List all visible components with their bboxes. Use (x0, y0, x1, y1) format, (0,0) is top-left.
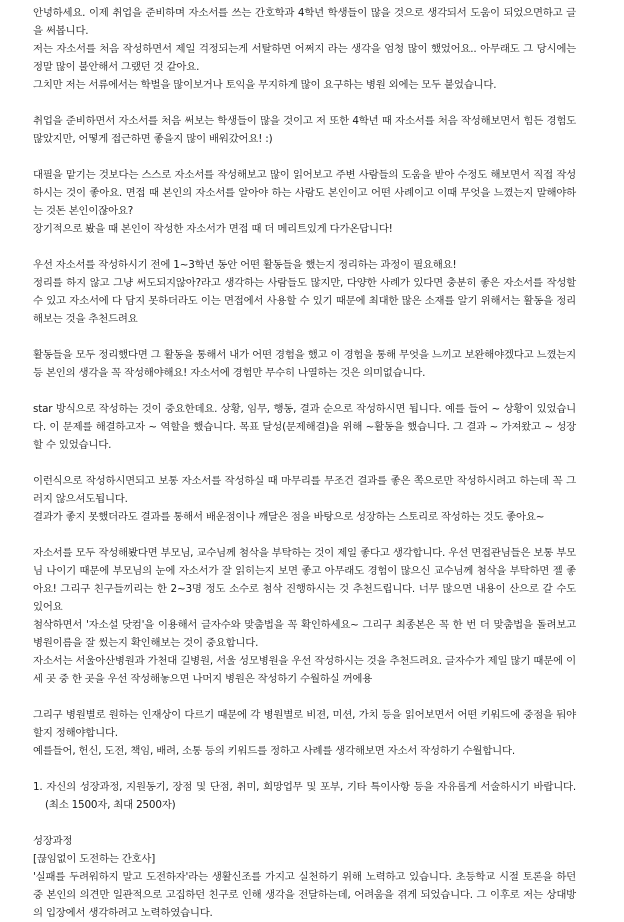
body-paragraph: 첨삭하면서 '자소설 닷컴'을 이용해서 글자수와 맞춤법을 꼭 확인하세요~ 그리구 최종본은 꼭 한 번 더 맞춤법을 돌려보고 병원이름을 잘 썼는지 확인해보는 것이 중요합니다. (33, 619, 576, 649)
body-paragraph: 예를들어, 헌신, 도전, 책임, 배려, 소통 등의 키워드를 정하고 사례를 생각해보면 자소서 작성하기 수월합니다. (33, 745, 515, 757)
body-paragraph: 정리를 하지 않고 그냥 써도되지않아?라고 생각하는 사람들도 많지만, 다양한 사례가 있다면 충분히 좋은 자소서를 작성할 수 있고 자소서에 다 담지 못하더라도 이는 면접에서 사용할 수 있기 때문에 최대한 많은 소재를 알기 위해서는 활동을 정리해보는 것을 추천드려요 (33, 277, 576, 325)
paragraph-spacer (33, 814, 576, 832)
paragraph-spacer (33, 328, 576, 346)
intro-paragraph-3: 그치만 저는 서류에서는 학벌을 많이보거나 토익을 무지하게 많이 요구하는 병원 외에는 모두 붙었습니다. (33, 79, 497, 91)
body-paragraph: 자소서를 모두 작성해봤다면 부모님, 교수님께 첨삭을 부탁하는 것이 제일 좋다고 생각합니다. 우선 면접관님들은 보통 부모님 나이기 때문에 부모님의 눈에 자소서가 잘 읽히는지 보면 좋고 아무래도 경험이 많으신 교수님께 첨삭을 부탁하면 젤 좋아요! 그리구 친구들끼리는 한 2~3명 정도 소수로 첨삭 진행하시는 것 추천드립니다. 너무 많으면 내용이 산으로 갈 수도 있어요 (33, 547, 576, 613)
body-paragraph: 자소서는 서울아산병원과 가천대 길병원, 서울 성모병원을 우선 작성하시는 것을 추천드려요. 글자수가 제일 많기 때문에 이 세 곳 중 한 곳을 우선 작성해놓으면 나머지 병원은 작성하기 수월하실 꺼에용 (33, 655, 576, 685)
body-paragraph: 활동들을 모두 정리했다면 그 활동을 통해서 내가 어떤 경험을 했고 이 경험을 통해 무엇을 느끼고 보완해야겠다고 느꼈는지 등 본인의 생각을 꼭 작성해야해요! 자소서에 경험만 무수히 나열하는 것은 의미없습니다. (33, 349, 576, 379)
section-heading: 성장과정 (33, 835, 73, 847)
paragraph-spacer (33, 688, 576, 706)
paragraph-spacer (33, 760, 576, 778)
body-paragraph: star 방식으로 작성하는 것이 중요한데요. 상황, 임무, 행동, 결과 순으로 작성하시면 됩니다. 예를 들어 ~ 상황이 있었습니다. 이 문제를 해결하고자 ~ 역할을 했습니다. 목표 달성(문제해결)을 위해 ~활동을 했습니다. 그 결과 ~ 가져왔고 ~ 성장할 수 있었습니다. (33, 403, 576, 451)
body-paragraph: 결과가 좋지 못했더라도 결과를 통해서 배운점이나 깨달은 점을 바탕으로 성장하는 스토리로 작성하는 것도 좋아요~ (33, 511, 545, 523)
body-paragraph: 이런식으로 작성하시면되고 보통 자소서를 작성하실 때 마무리를 무조건 결과를 좋은 쪽으로만 작성하시려고 하는데 꼭 그러지 않으셔도됩니다. (33, 475, 576, 505)
intro-paragraph-1: 안녕하세요. 이제 취업을 준비하며 자소서를 쓰는 간호학과 4학년 학생들이 많을 것으로 생각되서 도움이 되었으면하고 글을 써봅니다. (33, 7, 576, 37)
section-subtitle: [끊임없이 도전하는 간호사] (33, 853, 156, 865)
question-item: 1. 자신의 성장과정, 지원동기, 장점 및 단점, 취미, 희망업무 및 포부, 기타 특이사항 등을 자유롭게 서술하시기 바랍니다. (최소 1500자, 최대 2500자) (33, 781, 576, 811)
answer-paragraph: '실패를 두려워하지 말고 도전하자'라는 생활신조를 가지고 실천하기 위해 노력하고 있습니다. 초등학교 시절 토론을 하던 중 본인의 의견만 일관적으로 고집하던 친구로 인해 생각을 전달하는데, 어려움을 겪게 되었습니다. 그 이후로 저는 상대방의 입장에서 생각하려고 노력하였습니다. (33, 871, 576, 919)
paragraph-spacer (33, 382, 576, 400)
paragraph-spacer (33, 94, 576, 112)
paragraph-spacer (33, 238, 576, 256)
body-paragraph: 우선 자소서를 작성하시기 전에 1~3학년 동안 어떤 활동들을 했는지 정리하는 과정이 필요해요! (33, 259, 457, 271)
paragraph-spacer (33, 454, 576, 472)
body-paragraph: 장기적으로 봤을 때 본인이 작성한 자소서가 면접 때 더 메리트있게 다가온답니다! (33, 223, 393, 235)
body-paragraph: 그리구 병원별로 원하는 인재상이 다르기 때문에 각 병원별로 비젼, 미션, 가치 등을 읽어보면서 어떤 키워드에 중점을 둬야할지 정해야합니다. (33, 709, 576, 739)
paragraph-spacer (33, 526, 576, 544)
intro-paragraph-2: 저는 자소서를 처음 작성하면서 제일 걱정되는게 서탈하면 어쩌지 라는 생각을 엄청 많이 했었어요.. 아무래도 그 당시에는 정말 많이 불안해서 그랬던 것 같아요. (33, 43, 576, 73)
body-paragraph: 취업을 준비하면서 자소서를 처음 써보는 학생들이 많을 것이고 저 또한 4학년 때 자소서를 처음 작성해보면서 힘든 경험도 많았지만, 어떻게 접근하면 좋을지 많이 배워갔어요! :) (33, 115, 576, 145)
body-paragraph: 대필을 맡기는 것보다는 스스로 자소서를 작성해보고 많이 읽어보고 주변 사람들의 도움을 받아 수정도 해보면서 직접 작성하시는 것이 좋아요. 면접 때 본인의 자소서를 알아야 하는 사람도 본인이고 어떤 사례이고 이때 무엇을 느꼈는지 말해야하는 것돈 본인이잖아요? (33, 169, 576, 217)
paragraph-spacer (33, 148, 576, 166)
